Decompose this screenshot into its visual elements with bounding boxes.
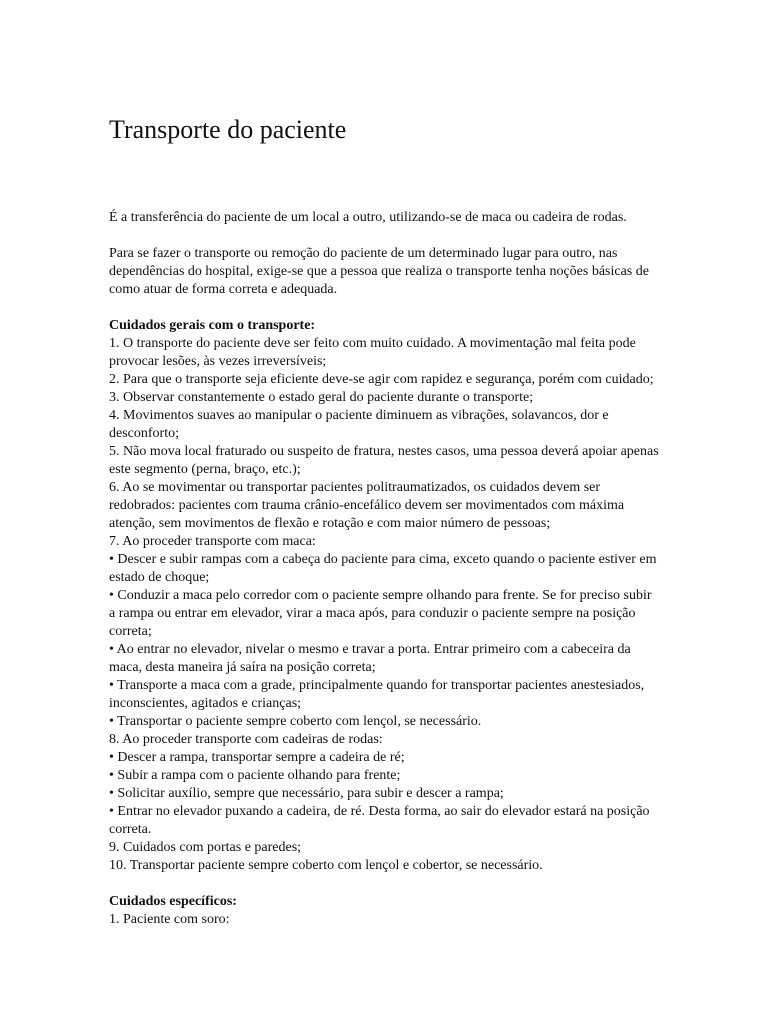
specific-care-section bbox=[109, 893, 661, 929]
general-care-section bbox=[109, 317, 661, 875]
bullet-item: • Descer a rampa, transportar sempre a cadeira de ré; bbox=[109, 750, 405, 765]
section-heading: Cuidados específicos: bbox=[109, 894, 237, 909]
list-item: 5. Não mova local fraturado ou suspeito de fratura, nestes casos, uma pessoa deverá apoiar apenas este segmento (perna, braço, etc.); bbox=[109, 444, 659, 477]
bullet-item: • Subir a rampa com o paciente olhando para frente; bbox=[109, 768, 401, 783]
list-item: 9. Cuidados com portas e paredes; bbox=[109, 840, 302, 855]
bullet-item: • Conduzir a maca pelo corredor com o paciente sempre olhando para frente. Se for preciso subir a rampa ou entrar em elevador, virar a maca após, para conduzir o paciente sempre na posição correta; bbox=[109, 588, 652, 639]
intro-paragraph: É a transferência do paciente de um local a outro, utilizando-se de maca ou cadeira de rodas. bbox=[109, 210, 627, 225]
section-heading: Cuidados gerais com o transporte: bbox=[109, 318, 316, 333]
bullet-item: • Entrar no elevador puxando a cadeira, de ré. Desta forma, ao sair do elevador estará na posição correta. bbox=[109, 804, 650, 837]
list-item: 1. O transporte do paciente deve ser feito com muito cuidado. A movimentação mal feita pode provocar lesões, às vezes irreversíveis; bbox=[109, 336, 636, 369]
page-title: Transporte do paciente bbox=[109, 115, 347, 144]
context-paragraph: Para se fazer o transporte ou remoção do paciente de um determinado lugar para outro, nas dependências do hospital, exige-se que a pessoa que realiza o transporte tenha noções básicas de como atuar de forma correta e adequada. bbox=[109, 246, 649, 297]
list-item: 3. Observar constantemente o estado geral do paciente durante o transporte; bbox=[109, 390, 534, 405]
document-body bbox=[109, 209, 661, 929]
list-item: 6. Ao se movimentar ou transportar pacientes politraumatizados, os cuidados devem ser redobrados: pacientes com trauma crânio-encefálico devem ser movimentados com máxima atenção, sem movimentos de flexão e rotação e com maior número de pessoas; bbox=[109, 480, 625, 531]
list-item: 8. Ao proceder transporte com cadeiras de rodas: bbox=[109, 732, 383, 747]
bullet-item: • Descer e subir rampas com a cabeça do paciente para cima, exceto quando o paciente estiver em estado de choque; bbox=[109, 552, 657, 585]
bullet-item: • Transportar o paciente sempre coberto com lençol, se necessário. bbox=[109, 714, 482, 729]
bullet-item: • Transporte a maca com a grade, principalmente quando for transportar pacientes anestesiados, inconscientes, agitados e crianças; bbox=[109, 678, 645, 711]
list-item: 7. Ao proceder transporte com maca: bbox=[109, 534, 316, 549]
list-item: 4. Movimentos suaves ao manipular o paciente diminuem as vibrações, solavancos, dor e desconforto; bbox=[109, 408, 609, 441]
list-item: 1. Paciente com soro: bbox=[109, 912, 230, 927]
bullet-item: • Solicitar auxílio, sempre que necessário, para subir e descer a rampa; bbox=[109, 786, 504, 801]
list-item: 2. Para que o transporte seja eficiente deve-se agir com rapidez e segurança, porém com cuidado; bbox=[109, 372, 654, 387]
bullet-item: • Ao entrar no elevador, nivelar o mesmo e travar a porta. Entrar primeiro com a cabeceira da maca, desta maneira já saíra na posição correta; bbox=[109, 642, 631, 675]
list-item: 10. Transportar paciente sempre coberto com lençol e cobertor, se necessário. bbox=[109, 858, 543, 873]
